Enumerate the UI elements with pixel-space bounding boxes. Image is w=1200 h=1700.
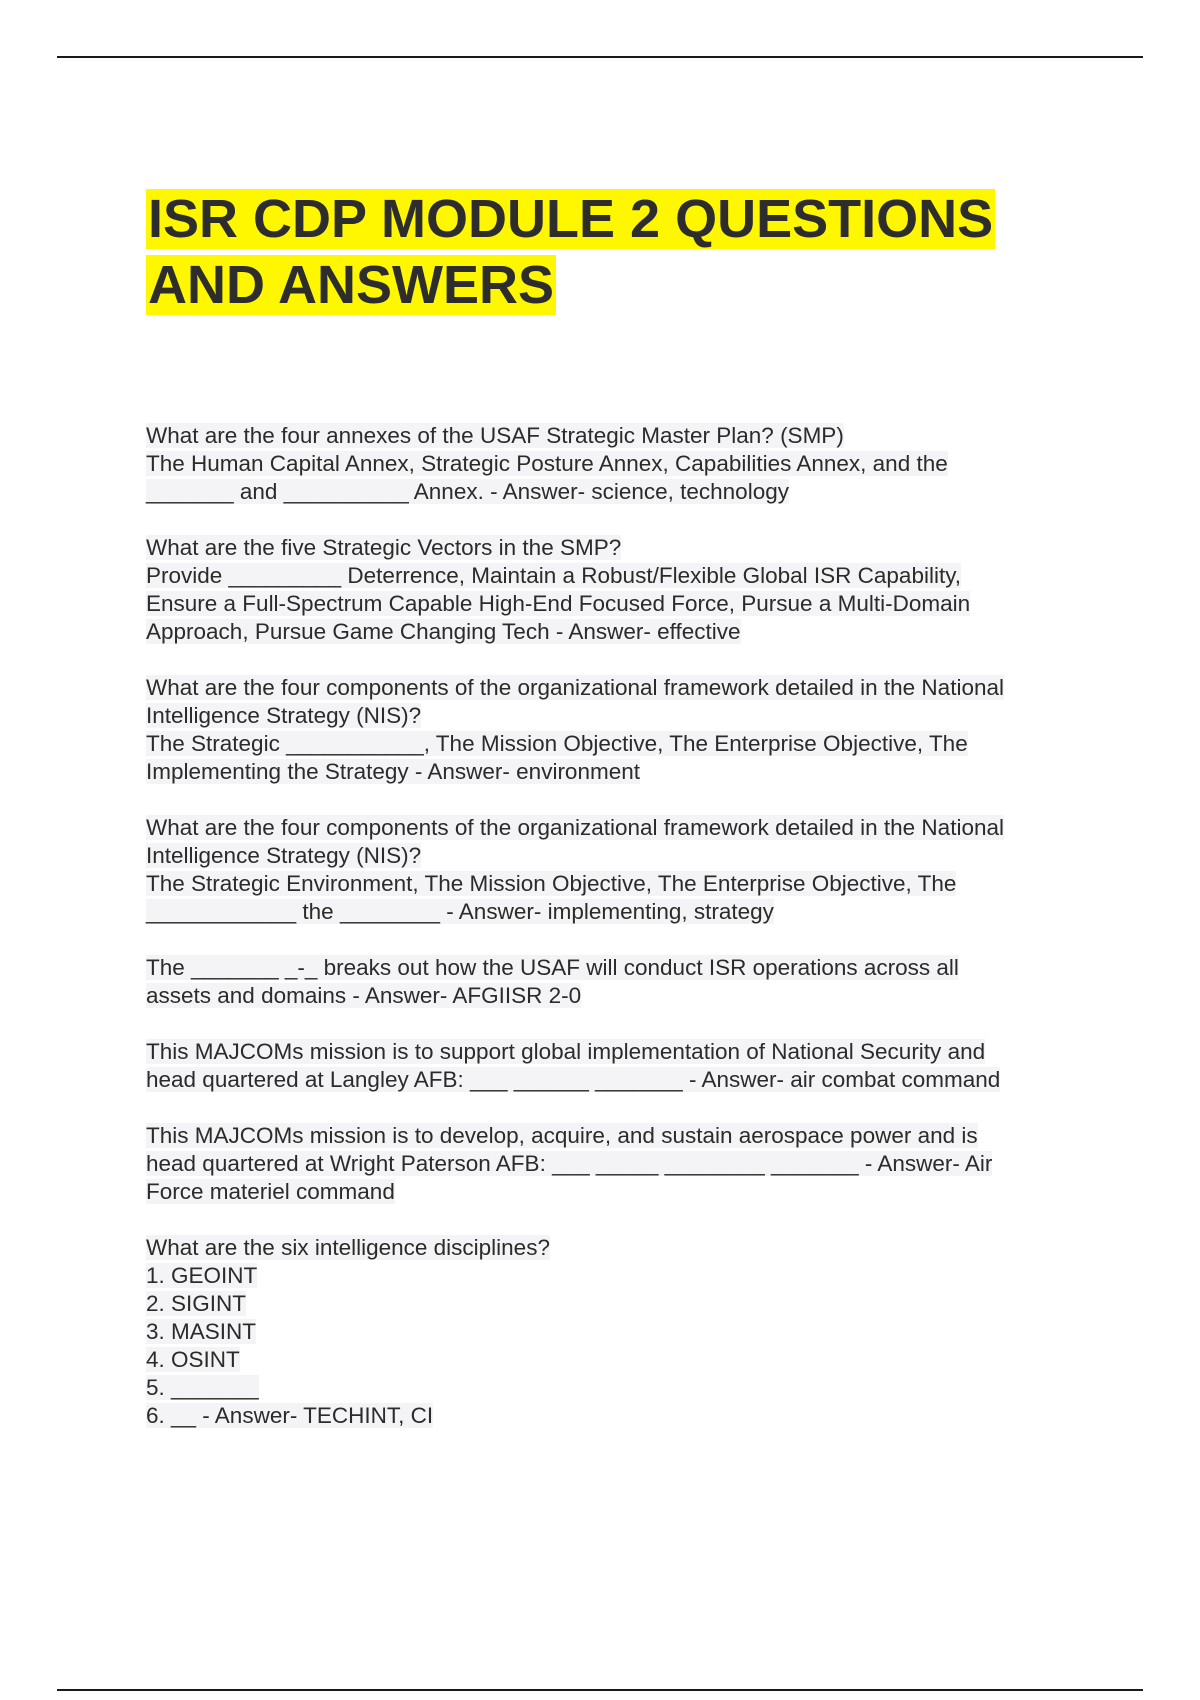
qa-line: _______ and __________ Annex. - Answer- science, technology	[146, 479, 789, 504]
qa-line: 6. __ - Answer- TECHINT, CI	[146, 1403, 434, 1428]
qa-line: What are the four components of the organizational framework detailed in the National	[146, 675, 1004, 700]
qa-line: Intelligence Strategy (NIS)?	[146, 703, 422, 728]
qa-item	[146, 674, 1076, 786]
qa-line: Ensure a Full-Spectrum Capable High-End Focused Force, Pursue a Multi-Domain	[146, 591, 971, 616]
qa-line: 4. OSINT	[146, 1347, 240, 1372]
qa-item	[146, 814, 1076, 926]
qa-line: assets and domains - Answer- AFGIISR 2-0	[146, 983, 582, 1008]
qa-line: Force materiel command	[146, 1179, 395, 1204]
qa-line: This MAJCOMs mission is to develop, acquire, and sustain aerospace power and is	[146, 1123, 978, 1148]
qa-line: What are the six intelligence disciplines?	[146, 1235, 550, 1260]
qa-line: 1. GEOINT	[146, 1263, 258, 1288]
qa-item	[146, 534, 1076, 646]
qa-line: The Human Capital Annex, Strategic Posture Annex, Capabilities Annex, and the	[146, 451, 948, 476]
document-title-line-1: ISR CDP MODULE 2 QUESTIONS	[148, 189, 994, 249]
qa-line: What are the four components of the organizational framework detailed in the National	[146, 815, 1004, 840]
qa-line: What are the four annexes of the USAF Strategic Master Plan? (SMP)	[146, 423, 844, 448]
qa-line: ____________ the ________ - Answer- implementing, strategy	[146, 899, 774, 924]
qa-item	[146, 1122, 1076, 1206]
qa-line: head quartered at Wright Paterson AFB: ___ _____ ________ _______ - Answer- Air	[146, 1151, 993, 1176]
document-title-line-2: AND ANSWERS	[148, 255, 555, 315]
qa-line: Implementing the Strategy - Answer- environment	[146, 759, 640, 784]
qa-line: Approach, Pursue Game Changing Tech - Answer- effective	[146, 619, 741, 644]
qa-line: 2. SIGINT	[146, 1291, 247, 1316]
qa-line: The Strategic Environment, The Mission Objective, The Enterprise Objective, The	[146, 871, 957, 896]
qa-item	[146, 422, 1076, 506]
qa-item	[146, 954, 1076, 1010]
qa-line: The Strategic ___________, The Mission Objective, The Enterprise Objective, The	[146, 731, 968, 756]
qa-line: This MAJCOMs mission is to support global implementation of National Security and	[146, 1039, 986, 1064]
qa-line: 3. MASINT	[146, 1319, 257, 1344]
qa-line: The _______ _-_ breaks out how the USAF will conduct ISR operations across all	[146, 955, 959, 980]
qa-list	[146, 422, 1076, 1458]
qa-line: head quartered at Langley AFB: ___ ______ _______ - Answer- air combat command	[146, 1067, 1001, 1092]
bottom-rule	[57, 1689, 1143, 1691]
top-rule	[57, 56, 1143, 58]
qa-item	[146, 1234, 1076, 1430]
qa-line: 5. _______	[146, 1375, 259, 1400]
qa-line: What are the five Strategic Vectors in the SMP?	[146, 535, 622, 560]
qa-line: Provide _________ Deterrence, Maintain a Robust/Flexible Global ISR Capability,	[146, 563, 962, 588]
document-title	[146, 186, 1066, 318]
qa-item	[146, 1038, 1076, 1094]
qa-line: Intelligence Strategy (NIS)?	[146, 843, 422, 868]
